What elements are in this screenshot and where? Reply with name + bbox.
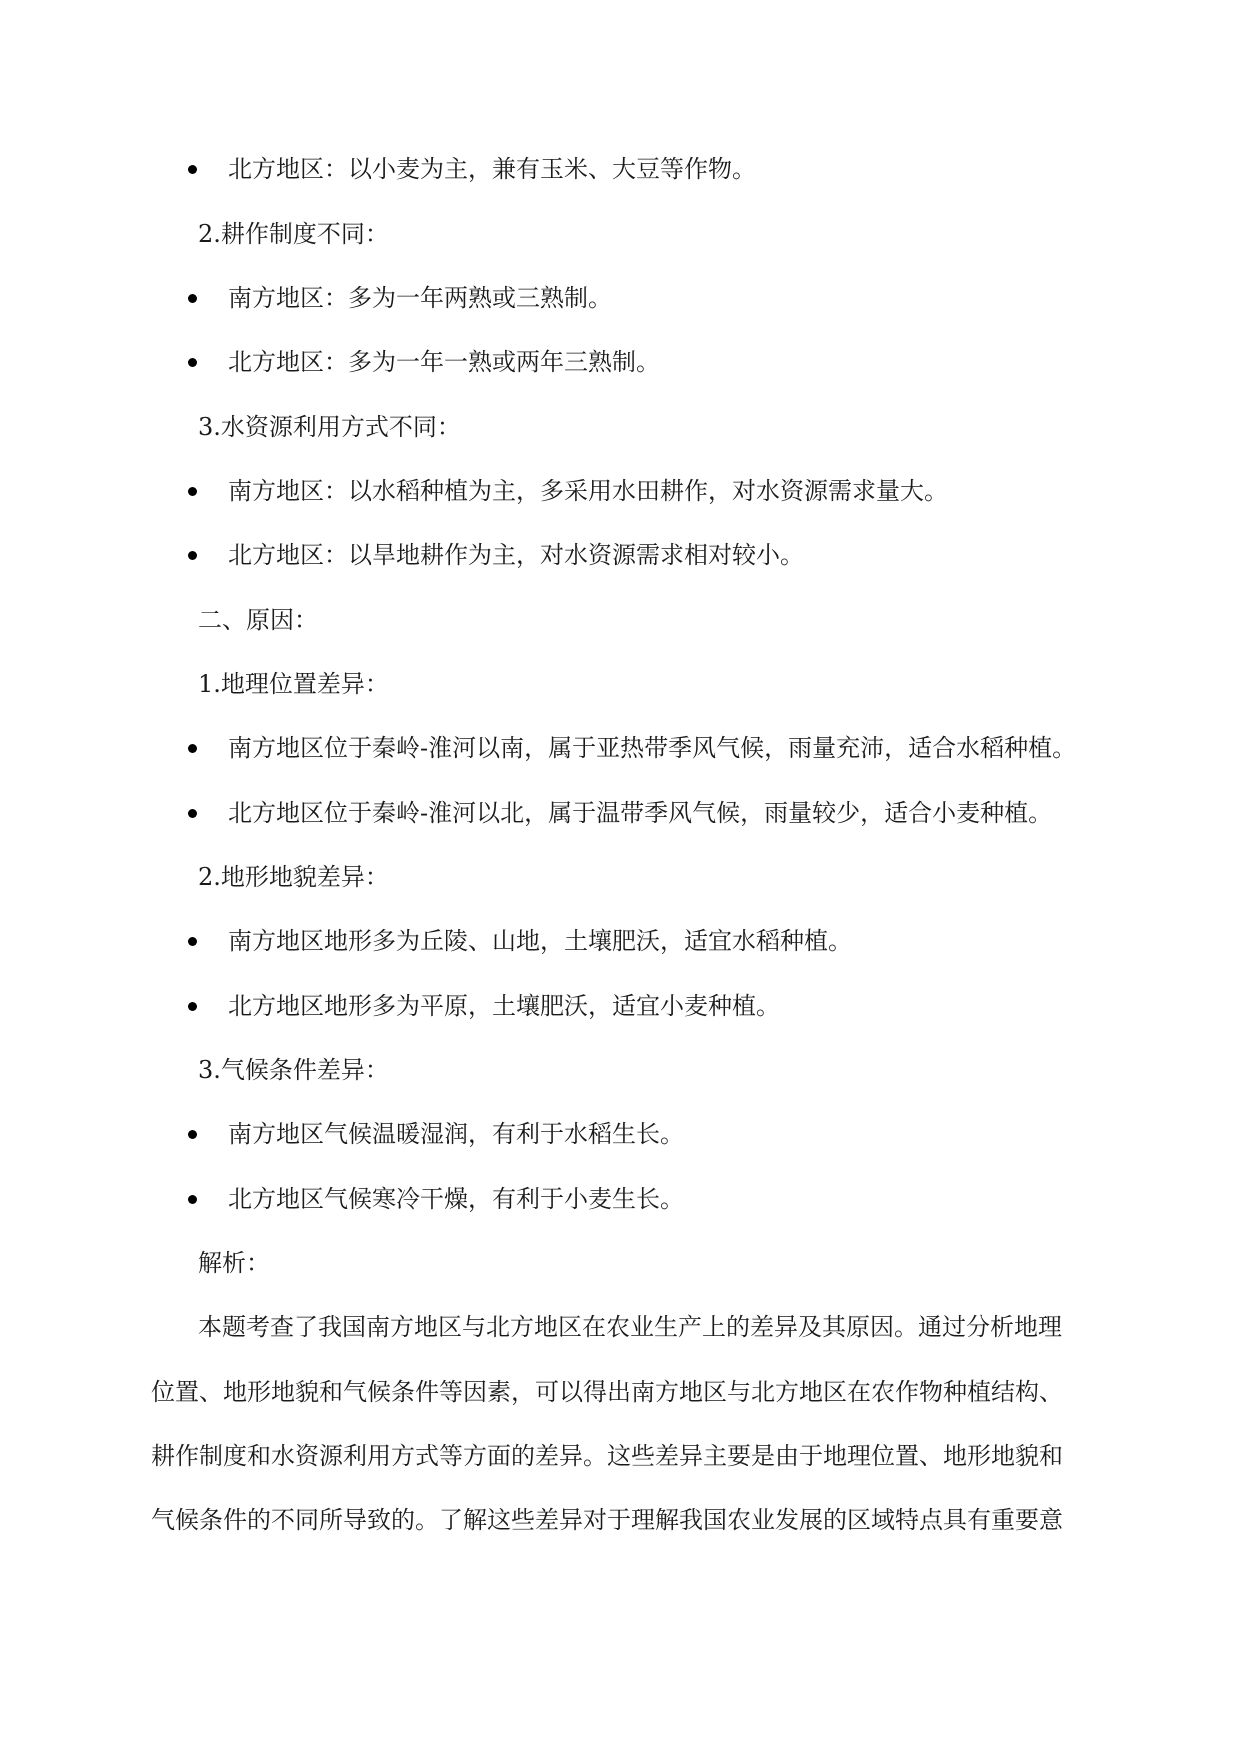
list-item-text: 北方地区地形多为平原，土壤肥沃，适宜小麦种植。 (228, 992, 780, 1020)
bullet-icon (188, 1195, 197, 1204)
list-item-text: 南方地区：多为一年两熟或三熟制。 (228, 284, 612, 312)
paragraph-line: 气候条件的不同所导致的。了解这些差异对于理解我国农业发展的区域特点具有重要意 (151, 1506, 1063, 1534)
list-item-text: 北方地区气候寒冷干燥，有利于小麦生长。 (228, 1185, 684, 1213)
list-item-text: 北方地区：以旱地耕作为主，对水资源需求相对较小。 (228, 541, 804, 569)
section-heading: 3.水资源利用方式不同： (198, 413, 461, 441)
list-item-text: 南方地区气候温暖湿润，有利于水稻生长。 (228, 1120, 684, 1148)
section-heading: 1.地理位置差异： (198, 670, 389, 698)
list-item-text: 南方地区位于秦岭-淮河以南，属于亚热带季风气候，雨量充沛，适合水稻种植。 (228, 734, 1077, 762)
bullet-icon (188, 937, 197, 946)
bullet-icon (188, 1002, 197, 1011)
section-heading: 2.地形地貌差异： (198, 863, 389, 891)
paragraph-line: 本题考查了我国南方地区与北方地区在农业生产上的差异及其原因。通过分析地理 (198, 1313, 1062, 1341)
section-heading: 二、原因： (198, 606, 318, 634)
bullet-icon (188, 165, 197, 174)
list-item-text: 北方地区：多为一年一熟或两年三熟制。 (228, 348, 660, 376)
list-item-text: 南方地区：以水稻种植为主，多采用水田耕作，对水资源需求量大。 (228, 477, 948, 505)
paragraph-line: 位置、地形地貌和气候条件等因素，可以得出南方地区与北方地区在农作物种植结构、 (151, 1378, 1063, 1406)
section-heading: 3.气候条件差异： (198, 1056, 389, 1084)
bullet-icon (188, 551, 197, 560)
bullet-icon (188, 487, 197, 496)
bullet-icon (188, 358, 197, 367)
bullet-icon (188, 809, 197, 818)
bullet-icon (188, 744, 197, 753)
bullet-icon (188, 1130, 197, 1139)
paragraph-line: 耕作制度和水资源利用方式等方面的差异。这些差异主要是由于地理位置、地形地貌和 (151, 1442, 1063, 1470)
list-item-text: 南方地区地形多为丘陵、山地，土壤肥沃，适宜水稻种植。 (228, 927, 852, 955)
list-item-text: 北方地区位于秦岭-淮河以北，属于温带季风气候，雨量较少，适合小麦种植。 (228, 799, 1053, 827)
list-item-text: 北方地区：以小麦为主，兼有玉米、大豆等作物。 (228, 155, 756, 183)
bullet-icon (188, 294, 197, 303)
section-heading: 解析： (198, 1249, 270, 1277)
section-heading: 2.耕作制度不同： (198, 220, 389, 248)
